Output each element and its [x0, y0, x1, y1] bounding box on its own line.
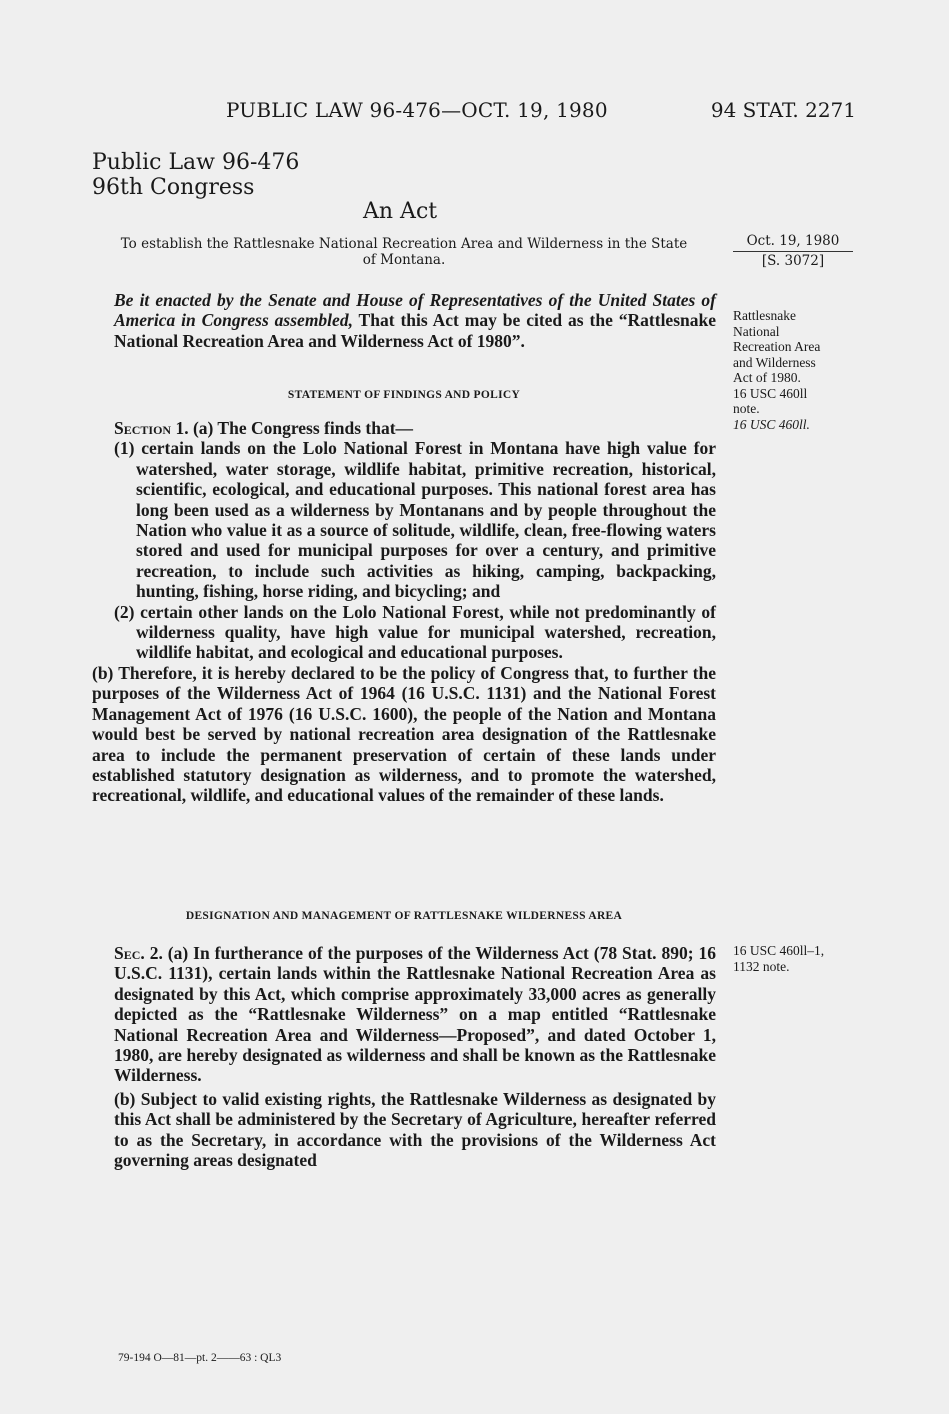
stat-reference: 94 STAT. 2271 [710, 98, 856, 122]
margin-note-line: National [733, 323, 780, 339]
section-heading-findings: STATEMENT OF FINDINGS AND POLICY [287, 389, 521, 401]
act-heading: An Act [363, 199, 438, 224]
margin-note-line: note. [733, 401, 760, 416]
running-head [226, 98, 856, 128]
enacting-clause [92, 290, 716, 351]
margin-note-line: 16 USC 460ll. [733, 416, 810, 432]
section-2-para-a: . 2. (a) In furtherance of the purposes of the Wilderness Act (78 Stat. 890; 16 U.S.C. 1131), certain lands within the Rattlesnake National Recreation Area as designated by this Act, which comprise approximately 33,000 acres as generally depicted as the “Rattlesnake Wilderness” on a map entitled “Rattlesnake National Recreation Area and Wilderness—Proposed”, and dated October 1, 1980, are hereby designated as wilderness and shall be known as the Rattlesnake Wilderness. [114, 943, 716, 1086]
section-1-label: Section [114, 418, 172, 438]
margin-note-section-2 [733, 943, 853, 974]
purpose-line-2: of Montana. [362, 252, 446, 268]
margin-note-line: 16 USC 460ll [733, 385, 808, 401]
law-title-block [92, 150, 299, 200]
section-heading-designation: DESIGNATION AND MANAGEMENT OF RATTLESNAKE WILDERNESS AREA [185, 910, 623, 922]
section-1-item-2: (2) certain other lands on the Lolo National Forest, while not predominantly of wilderness quality, have high value for municipal watershed, recreation, wildlife habitat, and ecological and educational purposes. [114, 601, 716, 663]
margin-note-line: 16 USC 460ll–1, [733, 943, 825, 958]
purpose-line-1: To establish the Rattlesnake National Recreation Area and Wilderness in the State [120, 236, 688, 252]
section-1 [92, 418, 716, 806]
margin-date-block [733, 232, 853, 270]
section-2-para-b: (b) Subject to valid existing rights, the Rattlesnake Wilderness as designated by this Act shall be administered by the Secretary of Agriculture, hereafter referred to as the Secretary, in accordance with the provisions of the Wilderness Act governing areas designated [114, 1088, 716, 1171]
margin-note-line: Rattlesnake [733, 308, 796, 323]
margin-note-line: Recreation Area [733, 339, 821, 354]
margin-note-line: and Wilderness [733, 354, 816, 370]
section-2 [92, 943, 716, 1170]
enacting-formula: Be it enacted by the Senate and House of Representatives of the United States of America in Congress assembled, [114, 290, 716, 331]
short-title-text: That this Act may be cited as the “Rattlesnake National Recreation Area and Wilderness Act of 1980”. [114, 310, 716, 351]
section-1-lead: 1. (a) The Congress finds that— [171, 418, 414, 438]
law-number: Public Law 96-476 [92, 150, 300, 175]
section-1-item-1: (1) certain lands on the Lolo National Forest in Montana have high value for watershed, water storage, wildlife habitat, primitive recreation, historical, scientific, ecological, and educational purposes. This national forest area has long been used as a wilderness by Montanans and by people throughout the Nation who value it as a source of solitude, wildlife, clean, free-flowing waters stored and used for municipal purposes for over a century, and primitive recreation, to include such activities as hiking, camping, backpacking, hunting, fishing, horse riding, and bicycling; and [114, 438, 716, 602]
printer-footer: 79-194 O—81—pt. 2——63 : QL3 [118, 1352, 282, 1364]
section-1-para-b: (b) Therefore, it is hereby declared to be the policy of Congress that, to further the purposes of the Wilderness Act of 1964 (16 U.S.C. 1131) and the National Forest Management Act of 1976 (16 U.S.C. 1600), the people of the Nation and Montana would best be served by national recreation area designation of the Rattlesnake area to include the permanent preservation of certain of these lands under established statutory designation as wilderness, and to promote the watershed, recreational, wildlife, and educational values of the remainder of these lands. [92, 662, 716, 806]
enactment-date: Oct. 19, 1980 [733, 232, 853, 252]
section-2-label: Sec [114, 943, 141, 963]
margin-note-line: 1132 note. [733, 958, 790, 974]
running-title: PUBLIC LAW 96-476—OCT. 19, 1980 [226, 98, 608, 122]
bill-number: [S. 3072] [761, 253, 825, 269]
congress-number: 96th Congress [92, 175, 255, 200]
margin-note-short-title [733, 308, 853, 432]
margin-note-line: Act of 1980. [733, 370, 801, 385]
act-purpose [92, 236, 716, 268]
